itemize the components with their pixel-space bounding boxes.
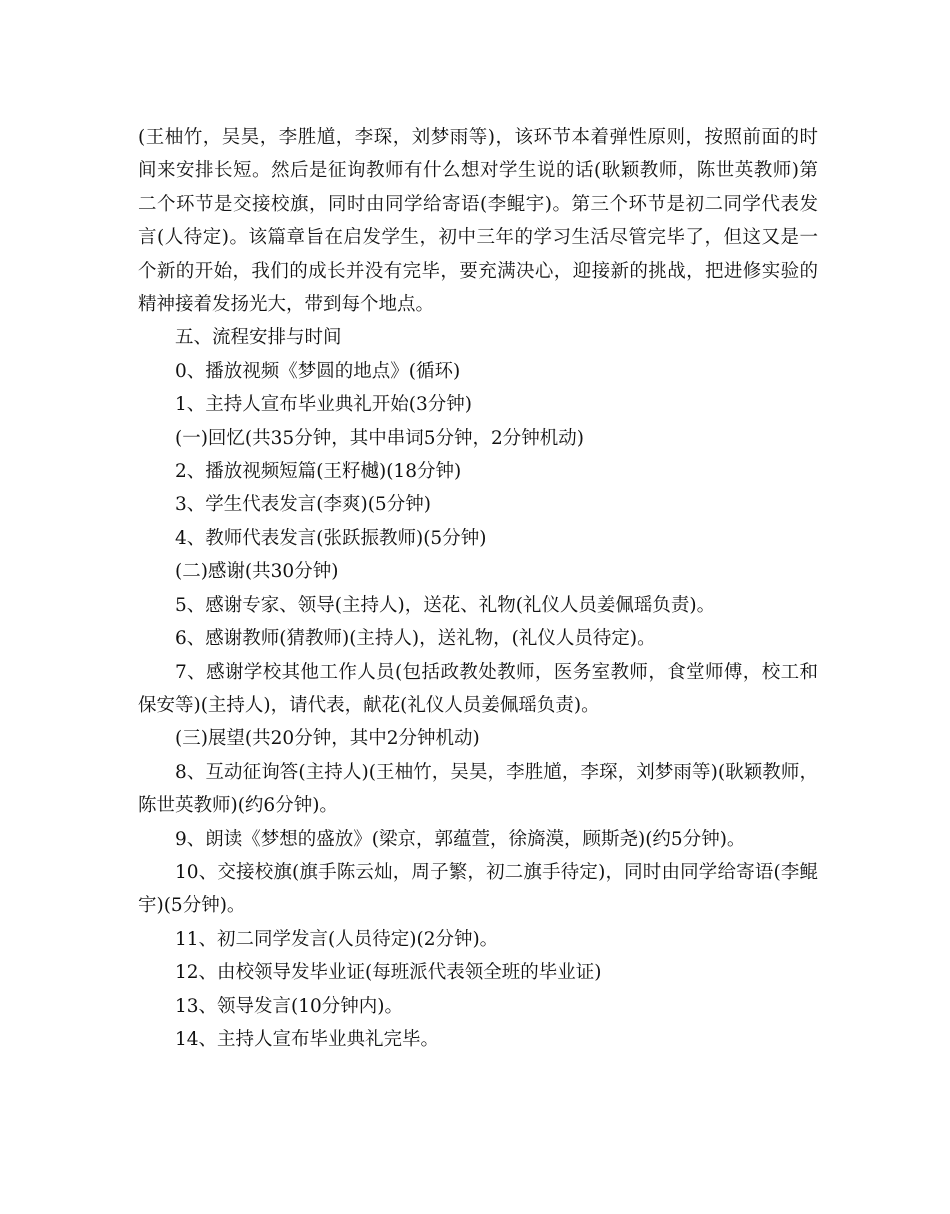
list-item: 5、感谢专家、领导(主持人)，送花、礼物(礼仪人员姜佩瑶负责)。 xyxy=(175,594,716,616)
list-item: 10、交接校旗(旗手陈云灿，周子繁，初二旗手待定)，同时由同学给寄语(李鲲宇)(5分钟)。 xyxy=(138,861,818,917)
list-item: 12、由校领导发毕业证(每班派代表领全班的毕业证) xyxy=(175,962,602,984)
list-item: 7、感谢学校其他工作人员(包括政教处教师，医务室教师，食堂师傅，校工和保安等)(主持人)，请代表，献花(礼仪人员姜佩瑶负责)。 xyxy=(138,661,818,716)
list-item: 6、感谢教师(猜教师)(主持人)，送礼物，(礼仪人员待定)。 xyxy=(175,628,656,650)
list-item: 4、教师代表发言(张跃振教师)(5分钟) xyxy=(175,527,487,549)
subsection-heading: (三)展望(共20分钟，其中2分钟机动) xyxy=(175,728,480,750)
list-item: 8、互动征询答(主持人)(王柚竹，吴昊，李胜馗，李琛，刘梦雨等)(耿颖教师，陈世英教师)(约6分钟)。 xyxy=(138,761,818,817)
list-item: 2、播放视频短篇(王籽樾)(18分钟) xyxy=(175,461,462,483)
list-item: 14、主持人宣布毕业典礼完毕。 xyxy=(175,1028,440,1050)
document-body xyxy=(138,121,818,1056)
subsection-heading: (二)感谢(共30分钟) xyxy=(175,561,339,583)
list-item: 11、初二同学发言(人员待定)(2分钟)。 xyxy=(175,928,499,950)
paragraph-intro: (王柚竹，吴昊，李胜馗，李琛，刘梦雨等)，该环节本着弹性原则，按照前面的时间来安排长短。然后是征询教师有什么想对学生说的话(耿颖教师，陈世英教师)第二个环节是交接校旗，同时由同学给寄语(李鲲宇)。第三个环节是初二同学代表发言(人待定)。该篇章旨在启发学生，初中三年的学习生活尽管完毕了，但这又是一个新的开始，我们的成长并没有完毕，要充满决心，迎接新的挑战，把进修实验的精神接着发扬光大，带到每个地点。 xyxy=(138,127,818,316)
list-item: 1、主持人宣布毕业典礼开始(3分钟) xyxy=(175,394,472,416)
list-item: 3、学生代表发言(李爽)(5分钟) xyxy=(175,494,431,516)
list-item: 0、播放视频《梦圆的地点》(循环) xyxy=(175,360,461,382)
subsection-heading: (一)回忆(共35分钟，其中串词5分钟，2分钟机动) xyxy=(175,427,584,449)
list-item: 9、朗读《梦想的盛放》(梁京，郭蕴萱，徐旖漠，顾斯尧)(约5分钟)。 xyxy=(175,828,746,850)
section-heading-process: 五、流程安排与时间 xyxy=(175,327,342,349)
list-item: 13、领导发言(10分钟内)。 xyxy=(175,995,404,1017)
